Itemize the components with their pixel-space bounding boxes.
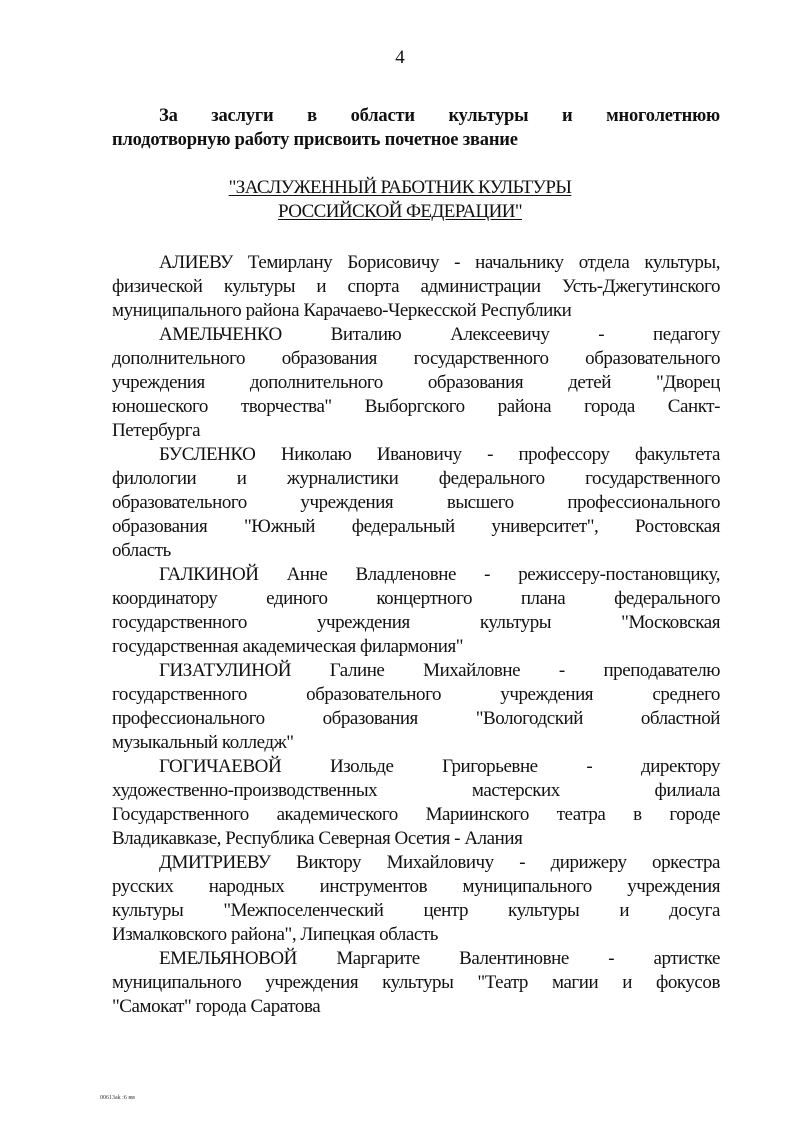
entry-line: государственного учреждения культуры "Московская [112,612,720,633]
entry-line: АЛИЕВУ Темирлану Борисовичу - начальнику отдела культуры, [159,252,720,273]
entry-line: "Самокат" города Саратова [112,996,321,1017]
title-line: "ЗАСЛУЖЕННЫЙ РАБОТНИК КУЛЬТУРЫ [228,177,572,198]
entry-line: государственная академическая филармония" [112,636,464,657]
entry-line: ГАЛКИНОЙ Анне Владленовне - режиссеру-постановщику, [159,564,720,585]
entry-line: юношеского творчества" Выборгского района города Санкт- [112,396,720,417]
awardee-entry [112,851,720,947]
awardee-entry [112,563,720,659]
honorary-title [0,176,800,224]
entry-line: профессионального образования "Вологодский областной [112,708,720,729]
awardee-entry [112,323,720,443]
entry-line: Владикавказе, Республика Северная Осетия - Алания [112,828,523,849]
entry-line: БУСЛЕНКО Николаю Ивановичу - профессору факультета [159,444,720,465]
awardee-entry [112,251,720,323]
entry-line: муниципального района Карачаево-Черкесской Республики [112,300,572,321]
entry-line: музыкальный колледж" [112,732,294,753]
awardee-entry [112,755,720,851]
entry-line: ГОГИЧАЕВОЙ Изольде Григорьевне - директору [159,756,720,777]
document-code: 00613ak :6 вм [100,1095,135,1101]
entry-line: АМЕЛЬЧЕНКО Виталию Алексеевичу - педагогу [159,324,720,345]
intro-line: За заслуги в области культуры и многолетнюю [159,106,720,126]
awardee-entry [112,659,720,755]
entry-line: образования "Южный федеральный университет", Ростовская [112,516,720,537]
entry-line: область [112,540,171,561]
entry-line: ГИЗАТУЛИНОЙ Галине Михайловне - преподавателю [159,660,720,681]
entry-line: дополнительного образования государственного образовательного [112,348,720,369]
entry-line: учреждения дополнительного образования детей "Дворец [112,372,720,393]
entry-line: русских народных инструментов муниципального учреждения [112,876,720,897]
entry-line: координатору единого концертного плана федерального [112,588,720,609]
title-line: РОССИЙСКОЙ ФЕДЕРАЦИИ" [278,201,522,222]
entry-line: Государственного академического Мариинского театра в городе [112,804,720,825]
entry-line: муниципального учреждения культуры "Театр магии и фокусов [112,972,720,993]
intro-line: плодотворную работу присвоить почетное звание [112,130,518,150]
entry-line: филологии и журналистики федерального государственного [112,468,720,489]
awardee-entry [112,947,720,1019]
entry-line: ДМИТРИЕВУ Виктору Михайловичу - дирижеру оркестра [159,852,720,873]
awardee-entry [112,443,720,563]
entry-line: Измалковского района", Липецкая область [112,924,438,945]
awardee-list [112,251,720,1019]
entry-line: государственного образовательного учреждения среднего [112,684,720,705]
entry-line: культуры "Межпоселенческий центр культуры и досуга [112,900,720,921]
entry-line: художественно-производственных мастерских филиала [112,780,720,801]
intro-paragraph [112,104,720,152]
entry-line: Петербурга [112,420,201,441]
entry-line: ЕМЕЛЬЯНОВОЙ Маргарите Валентиновне - артистке [159,948,720,969]
page-number: 4 [395,47,405,68]
entry-line: образовательного учреждения высшего профессионального [112,492,720,513]
entry-line: физической культуры и спорта администрации Усть-Джегутинского [112,276,720,297]
